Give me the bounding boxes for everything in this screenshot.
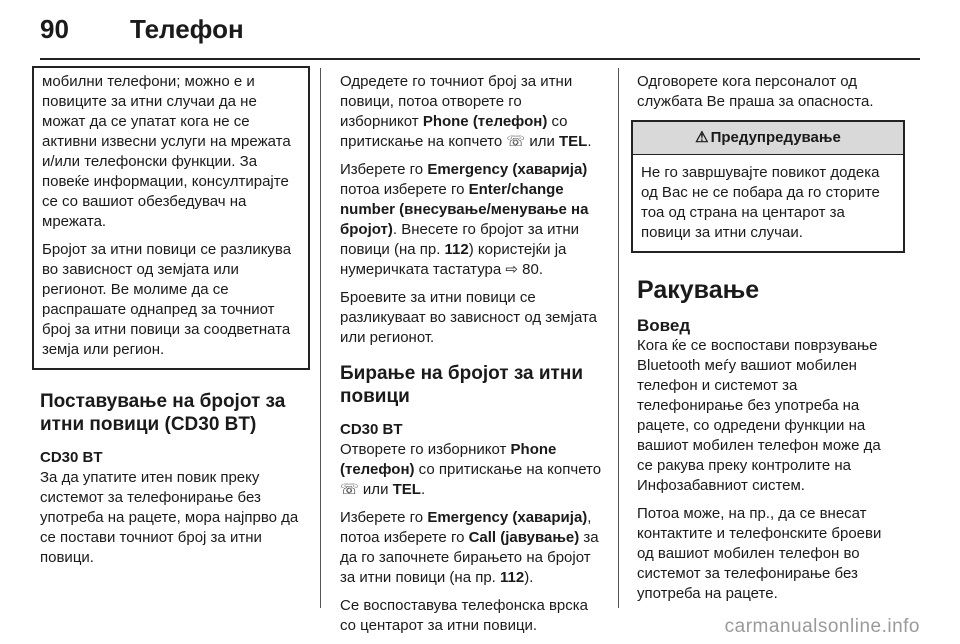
column-3 [637,72,899,612]
paragraph: Се воспоставува телефонска врска со центарот за итни повици. [340,597,588,634]
watermark: carmanualsonline.info [724,616,920,637]
subheading-cd30bt: CD30 BT [40,449,103,466]
page-title: Телефон [130,14,244,44]
page-reference-arrow-icon: ⇨ [505,261,518,278]
header-divider [40,58,920,60]
section-heading-operation: Ракување [637,276,760,304]
warning-header [633,122,903,155]
paragraph: Одредете го точниот број за итни повици, потоа отворете го изборникот Phone (телефон) со притискање на копчето ☏ или TEL. [340,73,592,150]
column-1 [40,72,302,576]
phone-icon: ☏ [340,481,359,498]
paragraph: Потоа може, на пр., да се внесат контактите и телефонските броеви од вашиот мобилен телефон во системот за телефонирање без употреба на рацете. [637,505,882,602]
paragraph: За да упатите итен повик преку системот за телефонирање без употреба на рацете, мора најпрво да се постави точниот број за итни повици. [40,469,299,566]
paragraph: Одговорете кога персоналот од службата Ве праша за опасноста. [637,73,874,110]
paragraph: Изберете го Emergency (хаварија) потоа изберете го Enter/change number (внесување/менување на бројот). Внесете го бројот за итни повици (на пр. 112) користејќи ја нумеричката тастатура ⇨ 80. [340,161,589,278]
box-paragraph: мобилни телефони; можно е и повиците за итни случаи да не можат да се упатат кога не се активни извесни услуги на мрежата и/или телефонски функции. За повеќе информации, консултирајте се со вашиот обезбедувач на мрежата. [42,73,291,230]
box-paragraph: Бројот за итни повици се разликува во зависност од земјата или регионот. Ве молиме да се распрашате однапред за точниот број за итни повици за соодветната земја или регион. [42,241,292,358]
menu-name: Phone (телефон) [422,113,548,130]
paragraph: Отворете го изборникот Phone (телефон) со притискање на копчето ☏ или TEL. [340,441,602,498]
page-header [40,14,920,50]
warning-icon: ⚠ [695,129,709,146]
column-2 [340,72,602,644]
phone-icon: ☏ [506,133,526,150]
paragraph: Кога ќе се воспостави поврзување Bluetooth меѓу вашиот мобилен телефон и системот за телефонирање без употреба на рацете, со одредени функции на вашиот мобилен телефон може да се ракува преку контролите на Инфозабавниот систем. [637,337,881,494]
warning-box [631,120,905,253]
page-number: 90 [40,14,69,44]
subheading-introduction: Вовед [637,316,691,335]
continuation-box [32,66,310,370]
button-name: TEL [559,133,588,150]
paragraph: Изберете го Emergency (хаварија), потоа изберете го Call (јавување) за да го започнете бирањето на бројот за итни повици (на пр. 112). [340,509,599,586]
warning-text: Не го завршувајте повикот додека од Вас не се побара да го сторите тоа од страна на центарот за повици за итни случаи. [641,164,880,241]
warning-title: Предупредување [710,129,841,146]
subheading-cd30bt: CD30 BT [340,421,403,438]
column-divider-1 [320,68,321,608]
paragraph: Броевите за итни повици се разликуваат во зависност од земјата или регионот. [340,289,598,346]
section-heading-dial-emergency-number: Бирање на бројот за итни повици [340,363,584,407]
column-divider-2 [618,68,619,608]
section-heading-set-emergency-number: Поставување на бројот за итни повици (CD30 BT) [40,391,286,435]
